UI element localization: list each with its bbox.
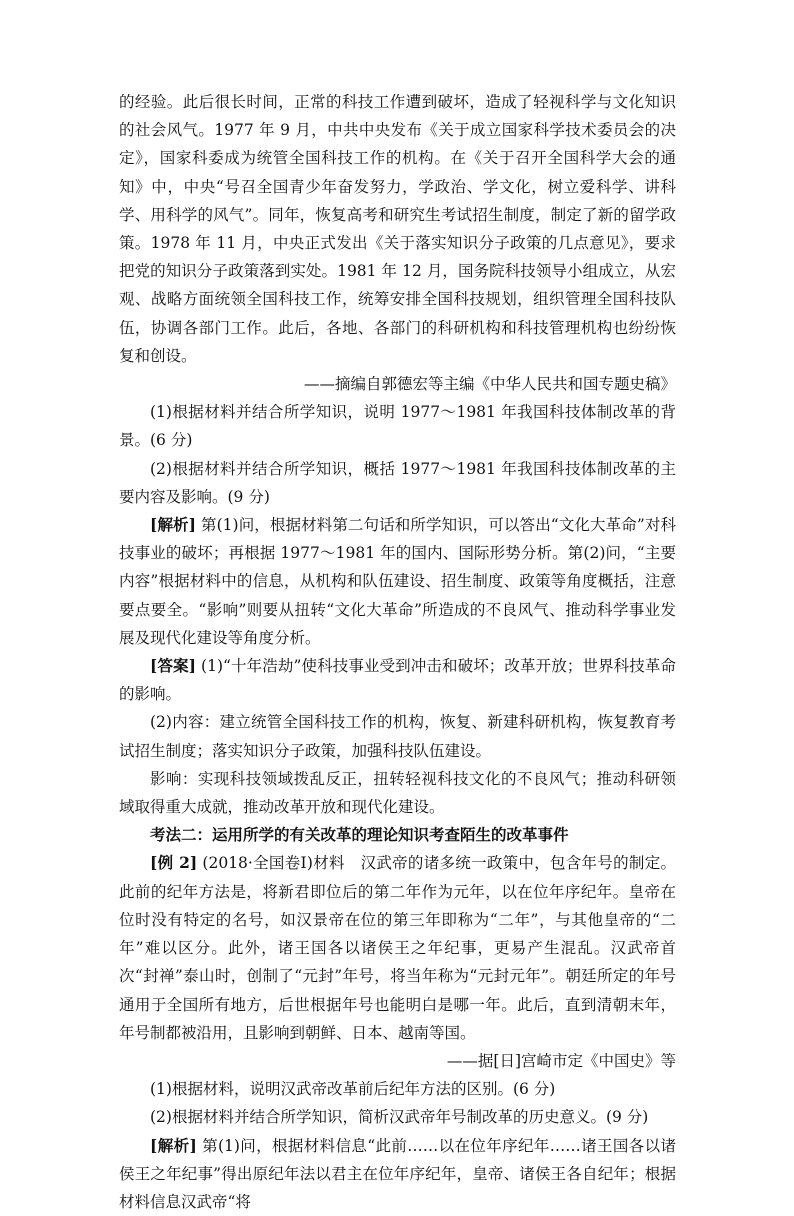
material-source: ——摘编自郭德宏等主编《中华人民共和国专题史稿》: [303, 375, 676, 394]
analysis-tag: [解析]: [150, 515, 196, 535]
example-tag: [例 2]: [150, 853, 198, 873]
question-1: (1)根据材料并结合所学知识，说明 1977～1981 年我国科技体制改革的背景。(6 分): [119, 403, 676, 450]
method-heading: 考法二：运用所学的有关改革的理论知识考查陌生的改革事件: [150, 825, 569, 845]
example-question-1: (1)根据材料，说明汉武帝改革前后纪年方法的区别。(6 分): [150, 1080, 556, 1099]
material-paragraph: 的经验。此后很长时间，正常的科技工作遭到破坏，造成了轻视科学与文化知识的社会风气。1977 年 9 月，中共中央发布《关于成立国家科学技术委员会的决定》，国家科委成为统管全国科技工作的机构。在《关于召开全国科学大会的通知》中，中央“号召全国青少年奋发努力，学政治、学文化，树立爱科学、讲科学、用科学的风气”。同年，恢复高考和研究生考试招生制度，制定了新的留学政策。1978 年 11 月，中央正式发出《关于落实知识分子政策的几点意见》，要求把党的知识分子政策落到实处。1981 年 12 月，国务院科技领导小组成立，从宏观、战略方面统领全国科技工作，统筹安排全国科技规划，组织管理全国科技队伍，协调各部门工作。此后，各地、各部门的科研机构和科技管理机构也纷纷恢复和创设。: [119, 93, 676, 365]
example-question-2: (2)根据材料并结合所学知识，简析汉武帝年号制改革的历史意义。(9 分): [150, 1108, 649, 1127]
analysis-text: 第(1)问，根据材料第二句话和所学知识，可以答出“文化大革命”对科技事业的破坏；再根据 1977～1981 年的国内、国际形势分析。第(2)问，“主要内容”根据材料中的信息，从机构和队伍建设、招生制度、政策等角度概括，注意要点要全。“影响”则要从扭转“文化大革命”所造成的不良风气、推动科学事业发展及现代化建设等角度分析。: [119, 516, 676, 647]
answer-tag: [答案]: [150, 656, 196, 676]
example-paragraph: [119, 849, 676, 1046]
analysis-2-text: 第(1)问，根据材料信息“此前……以在位年序纪年……诸王国各以诸侯王之年纪事”得出原纪年法以君主在位年序纪年，皇帝、诸侯王各自纪年；根据材料信息汉武帝“将: [119, 1136, 676, 1211]
analysis-paragraph: [119, 511, 676, 652]
example-text: (2018·全国卷Ⅰ)材料 汉武帝的诸多统一政策中，包含年号的制定。此前的纪年方法是，将新君即位后的第二年作为元年，以在位年序纪年。皇帝在位时没有特定的名号，如汉景帝在位的第三年即称为“二年”，与其他皇帝的“二年”难以区分。此外，诸王国各以诸侯王之年纪事，更易产生混乱。汉武帝首次“封禅”泰山时，创制了“元封”年号，将当年称为“元封元年”。朝廷所定的年号通用于全国所有地方，后世根据年号也能明白是哪一年。此后，直到清朝末年，年号制都被沿用，且影响到朝鲜、日本、越南等国。: [119, 854, 676, 1042]
answer-1: (1)“十年浩劫”使科技事业受到冲击和破坏；改革开放；世界科技革命的影响。: [119, 657, 676, 704]
example-source: ——据[日]宫崎市定《中国史》等: [446, 1051, 676, 1070]
analysis-2-tag: [解析]: [150, 1135, 197, 1155]
answer-paragraph: [119, 652, 676, 708]
answer-2: (2)内容：建立统管全国科技工作的机构，恢复、新建科研机构，恢复教育考试招生制度；落实知识分子政策，加强科技队伍建设。: [119, 713, 676, 760]
question-2: (2)根据材料并结合所学知识，概括 1977～1981 年我国科技体制改革的主要内容及影响。(9 分): [119, 459, 676, 506]
answer-3: 影响：实现科技领域拨乱反正，扭转轻视科技文化的不良风气；推动科研领域取得重大成就，推动改革开放和现代化建设。: [119, 769, 676, 817]
analysis-2-paragraph: [119, 1132, 676, 1216]
